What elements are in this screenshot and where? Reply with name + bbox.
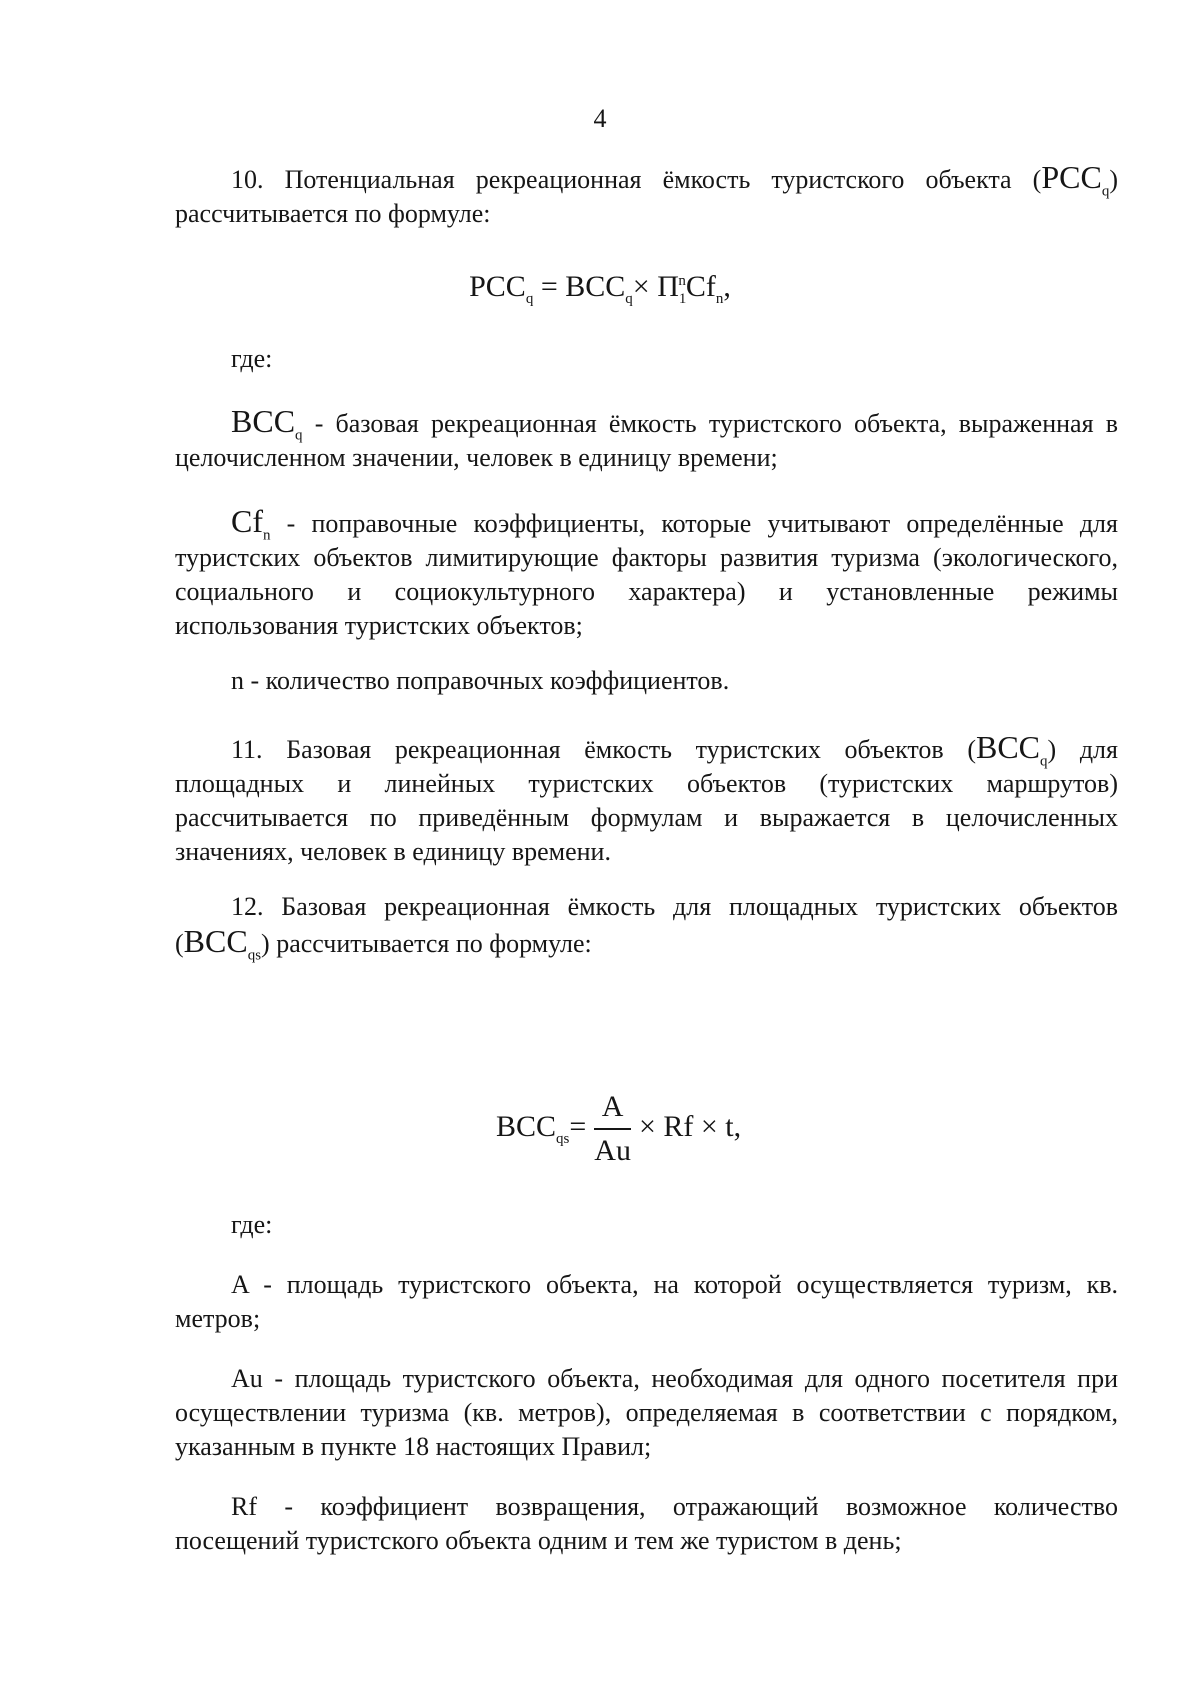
bcc-symbol: $BCC_q$	[231, 403, 303, 444]
paragraph-12: 12. Базовая рекреационная ёмкость для площадных туристских объектов $(BCC_{qs})$ рассчитывается по формуле:	[175, 892, 1118, 964]
definition-bcc: $BCC_q$ - базовая рекреационная ёмкость туристского объекта, выраженная в целочисленном значении, человек в единицу времени;	[175, 403, 1118, 472]
fraction-denominator: Au	[594, 1134, 631, 1167]
page-number: 4	[593, 104, 607, 133]
definition-n: n - количество поправочных коэффициентов.	[231, 666, 730, 695]
cf-symbol: $Cf_n$	[231, 503, 271, 544]
paragraph-10	[175, 160, 1118, 231]
pcc-symbol: $PCC_q$	[1041, 159, 1110, 200]
formula-bcc-qs: $BCC_{qs}=$ $\frac{A}{Au}$ × Rf × t,	[496, 1090, 742, 1167]
bcc-qs-symbol: $BCC_{qs}$	[183, 923, 262, 964]
bcc-symbol: $BCC_q$	[975, 729, 1048, 770]
paragraph-11: 11. Базовая рекреационная ёмкость туристских объектов $(BCC_q)$ для площадных и линейных туристских объектов (туристских маршрутов) рассчитывается по приведённым формулам и выражается в целочисленных значениях, человек в единицу времени.	[175, 729, 1118, 866]
definition-cf: $Cf_n$ - поправочные коэффициенты, которые учитывают определённые для туристских объектов лимитирующие факторы развития туризма (экологического, социального и социокультурного характера) и установленные режимы использования туристских объектов;	[175, 503, 1118, 640]
fraction-numerator: A	[594, 1090, 631, 1130]
formula-pcc: $PCC_q = BCC_q\times \Pi_1^nCf_n$,	[469, 270, 731, 307]
paragraph-10-text-after: ) рассчитывается по формуле:	[175, 165, 1118, 228]
definition-rf: Rf - коэффициент возвращения, отражающий возможное количество посещений туристского объекта одним и тем же туристом в день;	[175, 1492, 1118, 1555]
paragraph-10-text-before: 10. Потенциальная рекреационная ёмкость туристского объекта (	[231, 165, 1042, 194]
where-label-2: где:	[231, 1210, 273, 1239]
where-label-1: где:	[231, 344, 273, 373]
definition-a: A - площадь туристского объекта, на которой осуществляется туризм, кв. метров;	[175, 1270, 1118, 1333]
fraction	[594, 1090, 631, 1168]
definition-au: Au - площадь туристского объекта, необходимая для одного посетителя при осуществлении туризма (кв. метров), определяемая в соответствии с порядком, указанным в пункте 18 настоящих Правил;	[175, 1364, 1118, 1461]
